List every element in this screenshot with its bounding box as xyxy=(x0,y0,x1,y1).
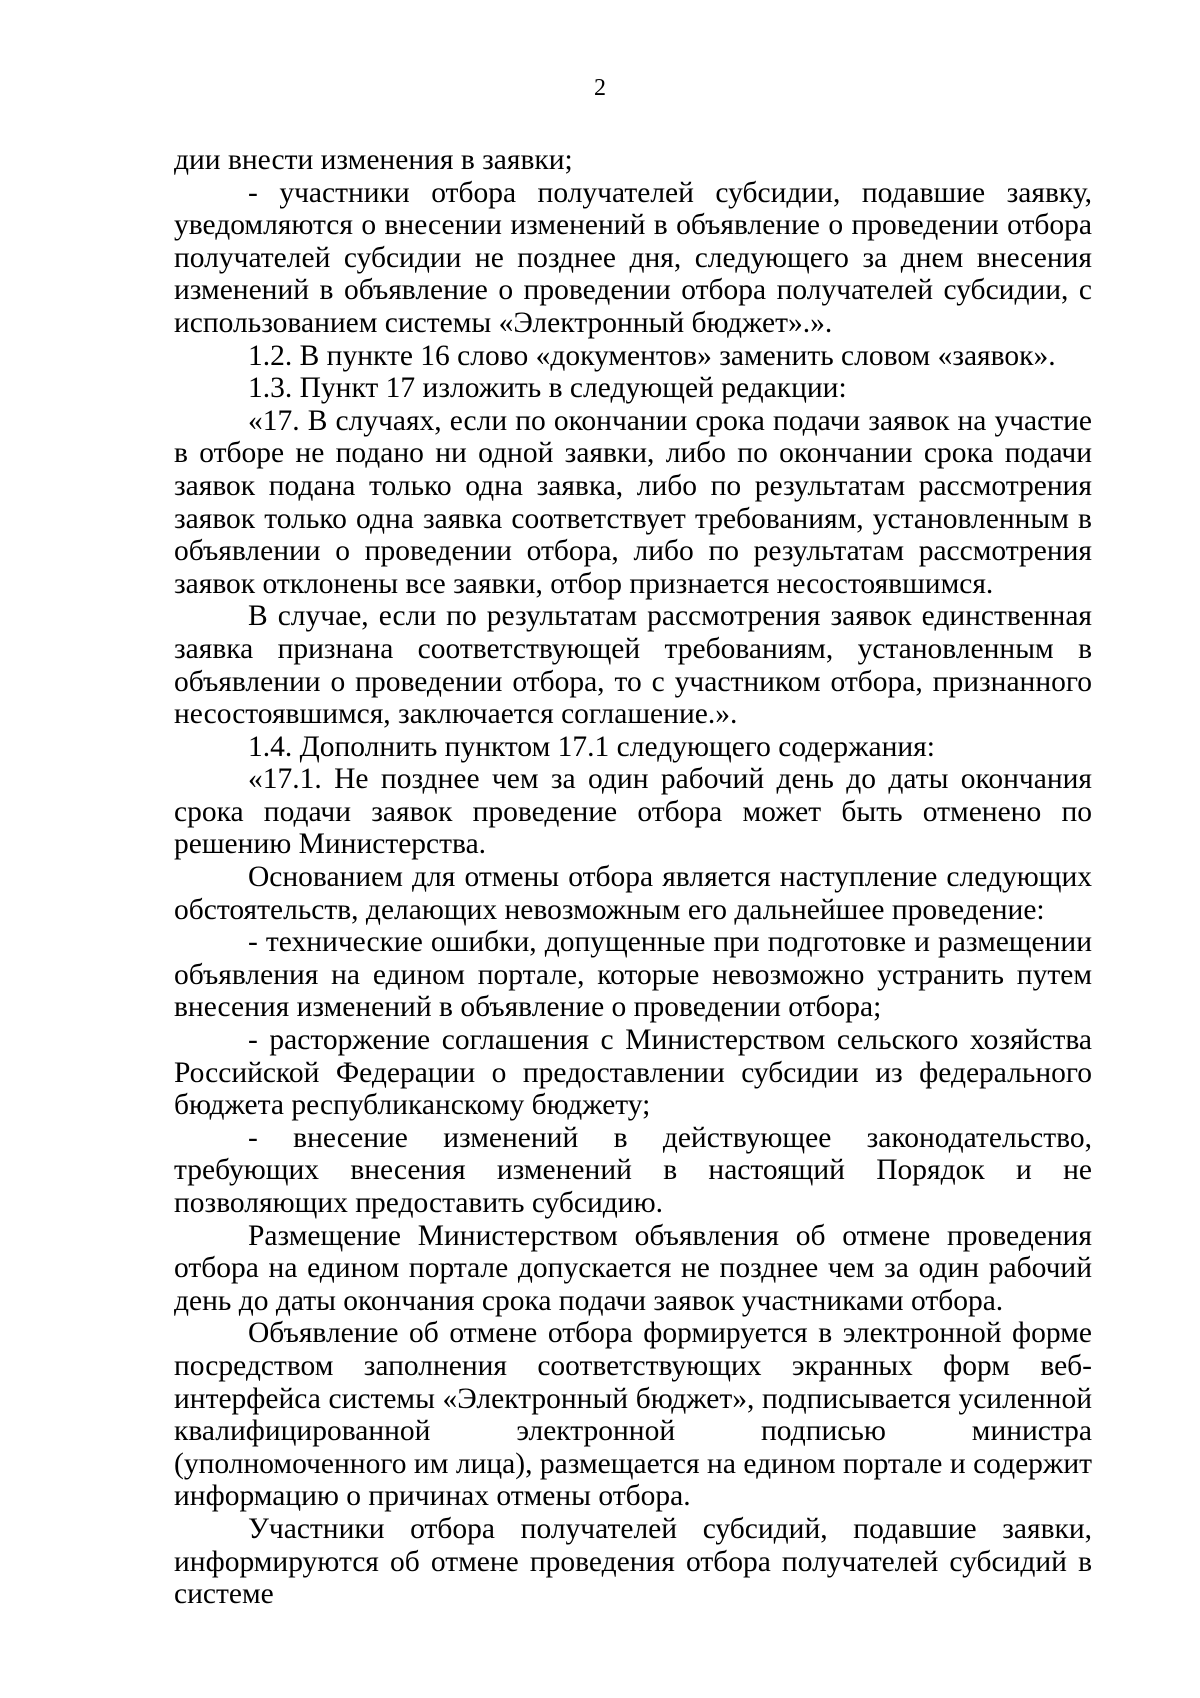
paragraph-single-application: В случае, если по результатам рассмотрения заявок единственная заявка признана соответствующей требованиям, установленным в объявлении о проведении отбора, то с участником отбора, признанного несостоявшимся, заключается соглашение.». xyxy=(174,600,1092,731)
paragraph-technical-errors: - технические ошибки, допущенные при подготовке и размещении объявления на едином портале, которые невозможно устранить путем внесения изменений в объявление о проведении отбора; xyxy=(174,926,1092,1024)
paragraph-participants-informed: Участники отбора получателей субсидий, подавшие заявки, информируются об отмене проведения отбора получателей субсидий в системе xyxy=(174,1512,1092,1611)
paragraph-item-1-3: 1.3. Пункт 17 изложить в следующей редакции: xyxy=(248,372,847,405)
page-number: 2 xyxy=(594,75,606,101)
paragraph-item-1-2: 1.2. В пункте 16 слово «документов» заменить словом «заявок». xyxy=(248,339,1056,372)
paragraph-agreement-termination: - расторжение соглашения с Министерством сельского хозяйства Российской Федерации о предоставлении субсидии из федерального бюджета республиканскому бюджету; xyxy=(174,1024,1092,1122)
paragraph-continuation: дии внести изменения в заявки; xyxy=(174,144,573,176)
paragraph-cancellation-grounds: Основанием для отмены отбора является наступление следующих обстоятельств, делающих невозможным его дальнейшее проведение: xyxy=(174,861,1092,926)
paragraph-cancellation-announcement: Объявление об отмене отбора формируется в электронной форме посредством заполнения соответствующих экранных форм веб-интерфейса системы «Электронный бюджет», подписывается усиленной квалифицированной электронной подписью министра (уполномоченного им лица), размещается на едином портале и содержит информацию о причинах отмены отбора. xyxy=(174,1317,1092,1513)
paragraph-cancellation-posting: Размещение Министерством объявления об отмене проведения отбора на едином портале допускается не позднее чем за один рабочий день до даты окончания срока подачи заявок участниками отбора. xyxy=(174,1219,1092,1317)
paragraph-clause-17: «17. В случаях, если по окончании срока подачи заявок на участие в отборе не подано ни одной заявки, либо по окончании срока подачи заявок подана только одна заявка, либо по результатам рассмотрения заявок только одна заявка соответствует требованиям, установленным в объявлении о проведении отбора, либо по результатам рассмотрения заявок отклонены все заявки, отбор признается несостоявшимся. xyxy=(174,404,1092,600)
document-body xyxy=(174,144,1092,1611)
paragraph-legislation-changes: - внесение изменений в действующее законодательство, требующих внесения изменений в настоящий Порядок и не позволяющих предоставить субсидию. xyxy=(174,1121,1092,1219)
paragraph-item-1-4: 1.4. Дополнить пунктом 17.1 следующего содержания: xyxy=(248,730,935,763)
paragraph-participants-notification: - участники отбора получателей субсидии, подавшие заявку, уведомляются о внесении изменений в объявление о проведении отбора получателей субсидии не позднее дня, следующего за днем внесения изменений в объявление о проведении отбора получателей субсидии, с использованием системы «Электронный бюджет».». xyxy=(174,176,1092,339)
paragraph-clause-17-1: «17.1. Не позднее чем за один рабочий день до даты окончания срока подачи заявок проведение отбора может быть отменено по решению Министерства. xyxy=(174,763,1092,861)
